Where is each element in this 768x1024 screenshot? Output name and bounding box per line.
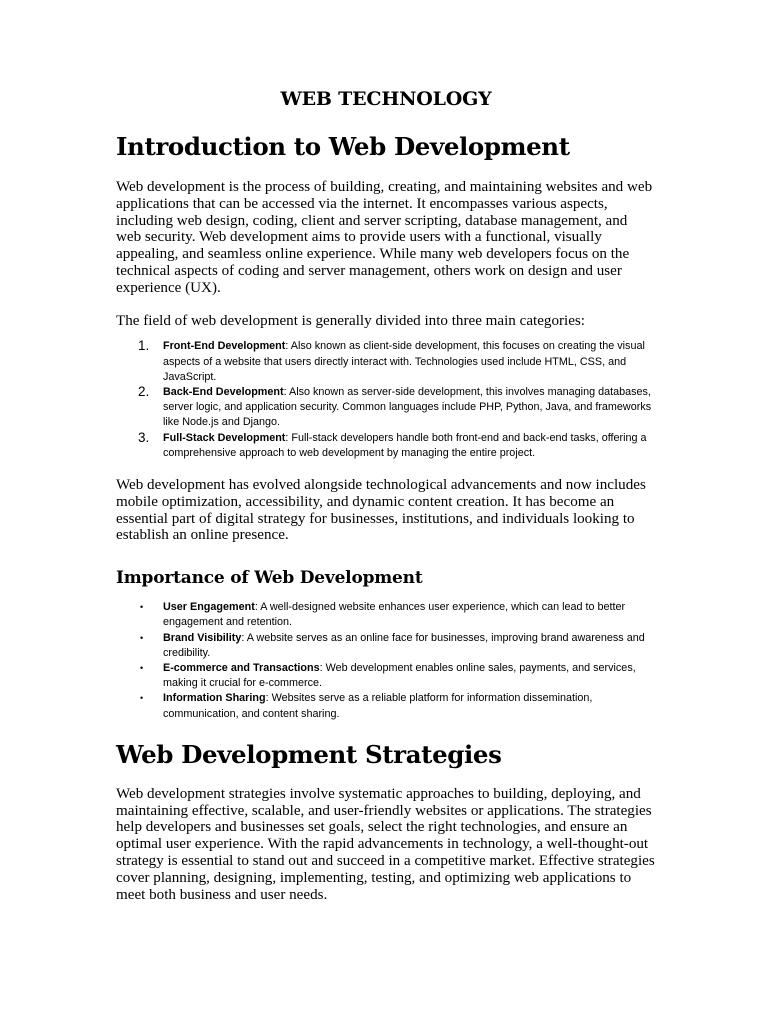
list-item-text: : Web development enables online sales, payments, and services, making it crucial for e-commerce. <box>163 662 636 690</box>
list-item-text: : A website serves as an online face for businesses, improving brand awareness and credibility. <box>163 631 645 659</box>
bullet-icon: • <box>140 663 144 673</box>
bullet-icon: • <box>140 632 144 643</box>
section-heading-introduction: Introduction to Web Development <box>116 132 570 161</box>
list-item-term: Front-End Development <box>163 340 286 353</box>
list-item <box>116 600 656 630</box>
list-item-text: : Full-stack developers handle both front-end and back-end tasks, offering a comprehensive approach to web development by managing the entire project. <box>163 431 647 459</box>
document-title: WEB TECHNOLOGY <box>280 88 492 110</box>
list-number: 1. <box>138 338 150 354</box>
list-item-term: E-commerce and Transactions <box>163 662 320 674</box>
importance-list <box>116 600 656 722</box>
strategies-paragraph: Web development strategies involve systematic approaches to building, deploying, and maintaining effective, scalable, and user-friendly websites or applications. The strategies help developers and businesses set goals, select the right technologies, and ensure an optimal user experience. With the rapid advancements in technology, a well-thought-out strategy is essential to stand out and succeed in a competitive market. Effective strategies cover planning, designing, implementing, testing, and optimizing web applications to meet both business and user needs. <box>116 785 655 903</box>
list-item-text: : Websites serve as a reliable platform for information dissemination, communication, and content sharing. <box>163 692 593 720</box>
list-item-text: : Also known as client-side development, this focuses on creating the visual aspects of a website that users directly interact with. Technologies used include HTML, CSS, and JavaScript. <box>163 340 645 383</box>
categories-list <box>116 339 656 461</box>
list-item-text: : A well-designed website enhances user experience, which can lead to better engagement and retention. <box>163 601 626 629</box>
list-item <box>116 385 656 431</box>
list-item-term: Information Sharing <box>163 692 266 705</box>
evolution-paragraph: Web development has evolved alongside technological advancements and now includes mobile optimization, accessibility, and dynamic content creation. It has become an essential part of digital strategy for businesses, institutions, and individuals looking to establish an online presence. <box>116 477 646 544</box>
list-item <box>116 431 656 461</box>
bullet-icon: • <box>140 602 144 613</box>
bullet-icon: • <box>140 693 144 704</box>
list-item <box>116 691 656 721</box>
categories-intro-paragraph: The field of web development is generally divided into three main categories: <box>116 312 586 329</box>
list-item <box>116 631 656 661</box>
list-item-term: Back-End Development <box>163 385 284 398</box>
document-page <box>116 88 656 919</box>
list-item-term: User Engagement <box>163 601 255 614</box>
intro-paragraph: Web development is the process of building, creating, and maintaining websites and web applications that can be accessed via the internet. It encompasses various aspects, including web design, coding, client and server scripting, database management, and web security. Web development aims to provide users with a functional, visually appealing, and seamless online experience. While many web developers focus on the technical aspects of coding and server management, others work on design and user experience (UX). <box>116 179 653 296</box>
list-item <box>116 339 656 385</box>
section-heading-importance: Importance of Web Development <box>116 568 423 589</box>
list-item-term: Brand Visibility <box>163 631 242 644</box>
list-number: 3. <box>138 429 150 445</box>
list-number: 2. <box>138 383 150 399</box>
list-item-text: : Also known as server-side development, this involves managing databases, server logic, and application security. Common languages include PHP, Python, Java, and frameworks like Node.js and Django. <box>163 385 652 429</box>
section-heading-strategies: Web Development Strategies <box>116 739 502 769</box>
list-item-term: Full-Stack Development <box>163 431 286 444</box>
list-item <box>116 661 656 691</box>
